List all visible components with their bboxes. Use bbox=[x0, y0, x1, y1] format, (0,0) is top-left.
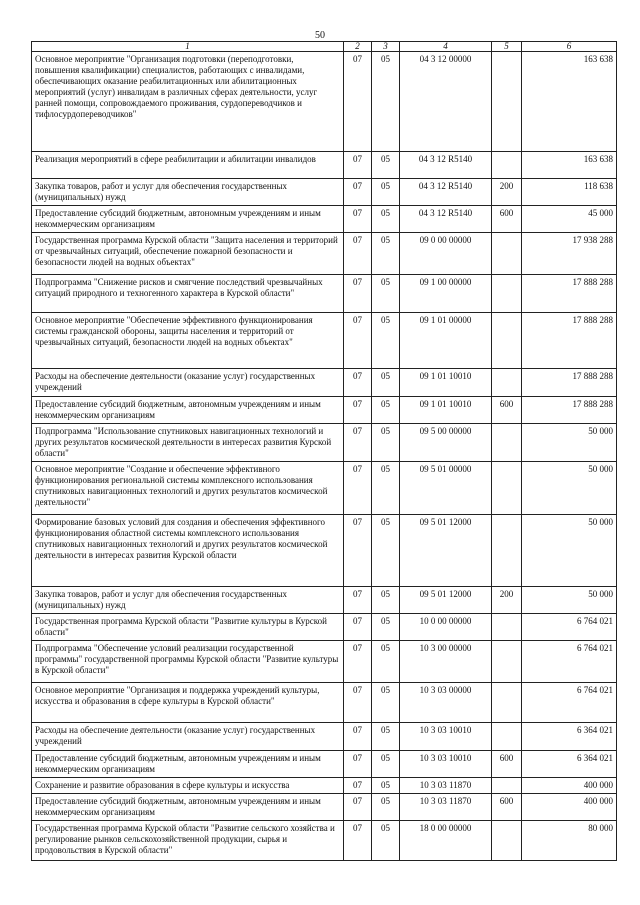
section-code-cell: 07 bbox=[344, 641, 372, 683]
expense-type-cell bbox=[492, 152, 522, 179]
amount-cell: 17 938 288 bbox=[522, 233, 617, 275]
row-name-cell: Подпрограмма "Снижение рисков и смягчение последствий чрезвычайных ситуаций природного и техногенного характера в Курской области" bbox=[32, 275, 344, 313]
row-name-cell: Предоставление субсидий бюджетным, автономным учреждениям и иным некоммерческим организациям bbox=[32, 794, 344, 821]
expense-type-cell bbox=[492, 683, 522, 723]
section-code-cell: 07 bbox=[344, 369, 372, 397]
subsection-code-cell: 05 bbox=[372, 313, 400, 369]
row-name-cell: Предоставление субсидий бюджетным, автономным учреждениям и иным некоммерческим организациям bbox=[32, 751, 344, 778]
subsection-code-cell: 05 bbox=[372, 614, 400, 641]
table-row bbox=[32, 424, 617, 462]
expense-type-cell: 600 bbox=[492, 794, 522, 821]
subsection-code-cell: 05 bbox=[372, 794, 400, 821]
section-code-cell: 07 bbox=[344, 52, 372, 152]
target-article-cell: 04 3 12 R5140 bbox=[400, 179, 492, 206]
table-row bbox=[32, 778, 617, 794]
amount-cell: 17 888 288 bbox=[522, 397, 617, 424]
amount-cell: 6 364 021 bbox=[522, 751, 617, 778]
section-code-cell: 07 bbox=[344, 751, 372, 778]
target-article-cell: 10 3 00 00000 bbox=[400, 641, 492, 683]
subsection-code-cell: 05 bbox=[372, 369, 400, 397]
table-row bbox=[32, 233, 617, 275]
table-row bbox=[32, 397, 617, 424]
amount-cell: 118 638 bbox=[522, 179, 617, 206]
expense-type-cell bbox=[492, 275, 522, 313]
row-name-cell: Основное мероприятие "Обеспечение эффективного функционирования системы гражданской обороны, защиты населения и территорий от чрезвычайных ситуаций, безопасности людей на водных объектах" bbox=[32, 313, 344, 369]
subsection-code-cell: 05 bbox=[372, 424, 400, 462]
table-row bbox=[32, 52, 617, 152]
table-row bbox=[32, 369, 617, 397]
section-code-cell: 07 bbox=[344, 794, 372, 821]
section-code-cell: 07 bbox=[344, 206, 372, 233]
row-name-cell: Расходы на обеспечение деятельности (оказание услуг) государственных учреждений bbox=[32, 369, 344, 397]
section-code-cell: 07 bbox=[344, 313, 372, 369]
target-article-cell: 10 3 03 10010 bbox=[400, 751, 492, 778]
expense-type-cell bbox=[492, 233, 522, 275]
row-name-cell: Расходы на обеспечение деятельности (оказание услуг) государственных учреждений bbox=[32, 723, 344, 751]
target-article-cell: 09 5 00 00000 bbox=[400, 424, 492, 462]
amount-cell: 163 638 bbox=[522, 52, 617, 152]
target-article-cell: 10 0 00 00000 bbox=[400, 614, 492, 641]
expense-type-cell bbox=[492, 821, 522, 861]
row-name-cell: Основное мероприятие "Организация подготовки (переподготовки, повышения квалификации) специалистов, работающих с инвалидами, обеспечивающих оказание реабилитационных или абилитационных мероприятий (услуг) инвалидам в различных сферах деятельности, услуг ранней помощи, сопровождаемого проживания, сурдопереводчиков и тифлосурдопереводчиков" bbox=[32, 52, 344, 152]
amount-cell: 80 000 bbox=[522, 821, 617, 861]
target-article-cell: 10 3 03 11870 bbox=[400, 794, 492, 821]
table-row bbox=[32, 723, 617, 751]
subsection-code-cell: 05 bbox=[372, 462, 400, 515]
row-name-cell: Реализация мероприятий в сфере реабилитации и абилитации инвалидов bbox=[32, 152, 344, 179]
row-name-cell: Основное мероприятие "Организация и поддержка учреждений культуры, искусства и образования в сфере культуры в Курской области" bbox=[32, 683, 344, 723]
subsection-code-cell: 05 bbox=[372, 587, 400, 614]
expense-type-cell bbox=[492, 515, 522, 587]
row-name-cell: Государственная программа Курской области "Развитие сельского хозяйства и регулирование рынков сельскохозяйственной продукции, сырья и продовольствия в Курской области" bbox=[32, 821, 344, 861]
expense-type-cell bbox=[492, 462, 522, 515]
section-code-cell: 07 bbox=[344, 778, 372, 794]
subsection-code-cell: 05 bbox=[372, 723, 400, 751]
section-code-cell: 07 bbox=[344, 515, 372, 587]
expense-type-cell: 600 bbox=[492, 206, 522, 233]
table-row bbox=[32, 821, 617, 861]
column-header-4: 4 bbox=[400, 42, 492, 52]
target-article-cell: 04 3 12 00000 bbox=[400, 52, 492, 152]
table-row bbox=[32, 462, 617, 515]
target-article-cell: 09 1 01 10010 bbox=[400, 369, 492, 397]
target-article-cell: 04 3 12 R5140 bbox=[400, 206, 492, 233]
column-header-6: 6 bbox=[522, 42, 617, 52]
section-code-cell: 07 bbox=[344, 179, 372, 206]
amount-cell: 17 888 288 bbox=[522, 369, 617, 397]
expense-type-cell: 600 bbox=[492, 751, 522, 778]
column-header-1: 1 bbox=[32, 42, 344, 52]
target-article-cell: 09 1 00 00000 bbox=[400, 275, 492, 313]
table-row bbox=[32, 794, 617, 821]
amount-cell: 6 764 021 bbox=[522, 641, 617, 683]
target-article-cell: 09 1 01 00000 bbox=[400, 313, 492, 369]
amount-cell: 6 764 021 bbox=[522, 683, 617, 723]
subsection-code-cell: 05 bbox=[372, 179, 400, 206]
column-number-row bbox=[32, 42, 617, 52]
table-row bbox=[32, 206, 617, 233]
expense-type-cell bbox=[492, 641, 522, 683]
table-row bbox=[32, 179, 617, 206]
table-row bbox=[32, 587, 617, 614]
amount-cell: 17 888 288 bbox=[522, 275, 617, 313]
expense-type-cell: 600 bbox=[492, 397, 522, 424]
subsection-code-cell: 05 bbox=[372, 275, 400, 313]
section-code-cell: 07 bbox=[344, 397, 372, 424]
amount-cell: 50 000 bbox=[522, 424, 617, 462]
amount-cell: 50 000 bbox=[522, 587, 617, 614]
section-code-cell: 07 bbox=[344, 152, 372, 179]
expense-type-cell bbox=[492, 778, 522, 794]
subsection-code-cell: 05 bbox=[372, 778, 400, 794]
row-name-cell: Формирование базовых условий для создания и обеспечения эффективного функционирования областной системы комплексного использования спутниковых навигационных технологий и других результатов космической деятельности в интересах развития Курской области bbox=[32, 515, 344, 587]
subsection-code-cell: 05 bbox=[372, 206, 400, 233]
target-article-cell: 10 3 03 10010 bbox=[400, 723, 492, 751]
budget-table bbox=[31, 41, 617, 861]
expense-type-cell bbox=[492, 313, 522, 369]
section-code-cell: 07 bbox=[344, 614, 372, 641]
amount-cell: 6 764 021 bbox=[522, 614, 617, 641]
expense-type-cell bbox=[492, 614, 522, 641]
section-code-cell: 07 bbox=[344, 462, 372, 515]
table-row bbox=[32, 515, 617, 587]
table-row bbox=[32, 751, 617, 778]
expense-type-cell: 200 bbox=[492, 587, 522, 614]
row-name-cell: Предоставление субсидий бюджетным, автономным учреждениям и иным некоммерческим организациям bbox=[32, 397, 344, 424]
amount-cell: 50 000 bbox=[522, 515, 617, 587]
table-row bbox=[32, 641, 617, 683]
target-article-cell: 10 3 03 00000 bbox=[400, 683, 492, 723]
section-code-cell: 07 bbox=[344, 723, 372, 751]
amount-cell: 17 888 288 bbox=[522, 313, 617, 369]
amount-cell: 400 000 bbox=[522, 794, 617, 821]
table-row bbox=[32, 614, 617, 641]
target-article-cell: 09 5 01 00000 bbox=[400, 462, 492, 515]
subsection-code-cell: 05 bbox=[372, 751, 400, 778]
table-row bbox=[32, 313, 617, 369]
expense-type-cell bbox=[492, 424, 522, 462]
column-header-2: 2 bbox=[344, 42, 372, 52]
table-row bbox=[32, 275, 617, 313]
expense-type-cell bbox=[492, 723, 522, 751]
row-name-cell: Закупка товаров, работ и услуг для обеспечения государственных (муниципальных) нужд bbox=[32, 179, 344, 206]
row-name-cell: Государственная программа Курской области "Развитие культуры в Курской области" bbox=[32, 614, 344, 641]
target-article-cell: 09 5 01 12000 bbox=[400, 515, 492, 587]
subsection-code-cell: 05 bbox=[372, 683, 400, 723]
section-code-cell: 07 bbox=[344, 587, 372, 614]
expense-type-cell: 200 bbox=[492, 179, 522, 206]
section-code-cell: 07 bbox=[344, 275, 372, 313]
subsection-code-cell: 05 bbox=[372, 233, 400, 275]
amount-cell: 45 000 bbox=[522, 206, 617, 233]
row-name-cell: Государственная программа Курской области "Защита населения и территорий от чрезвычайных ситуаций, обеспечение пожарной безопасности и безопасности людей на водных объектах" bbox=[32, 233, 344, 275]
subsection-code-cell: 05 bbox=[372, 515, 400, 587]
section-code-cell: 07 bbox=[344, 683, 372, 723]
target-article-cell: 09 5 01 12000 bbox=[400, 587, 492, 614]
subsection-code-cell: 05 bbox=[372, 641, 400, 683]
subsection-code-cell: 05 bbox=[372, 152, 400, 179]
section-code-cell: 07 bbox=[344, 424, 372, 462]
subsection-code-cell: 05 bbox=[372, 52, 400, 152]
row-name-cell: Сохранение и развитие образования в сфере культуры и искусства bbox=[32, 778, 344, 794]
subsection-code-cell: 05 bbox=[372, 821, 400, 861]
row-name-cell: Закупка товаров, работ и услуг для обеспечения государственных (муниципальных) нужд bbox=[32, 587, 344, 614]
row-name-cell: Подпрограмма "Использование спутниковых навигационных технологий и других результатов космической деятельности в интересах развития Курской области" bbox=[32, 424, 344, 462]
column-header-3: 3 bbox=[372, 42, 400, 52]
column-header-5: 5 bbox=[492, 42, 522, 52]
amount-cell: 400 000 bbox=[522, 778, 617, 794]
page-number: 50 bbox=[315, 30, 325, 41]
expense-type-cell bbox=[492, 369, 522, 397]
subsection-code-cell: 05 bbox=[372, 397, 400, 424]
amount-cell: 163 638 bbox=[522, 152, 617, 179]
target-article-cell: 09 1 01 10010 bbox=[400, 397, 492, 424]
section-code-cell: 07 bbox=[344, 233, 372, 275]
row-name-cell: Подпрограмма "Обеспечение условий реализации государственной программы" государственной программы Курской области "Развитие культуры в Курской области" bbox=[32, 641, 344, 683]
target-article-cell: 04 3 12 R5140 bbox=[400, 152, 492, 179]
target-article-cell: 10 3 03 11870 bbox=[400, 778, 492, 794]
expense-type-cell bbox=[492, 52, 522, 152]
target-article-cell: 09 0 00 00000 bbox=[400, 233, 492, 275]
amount-cell: 50 000 bbox=[522, 462, 617, 515]
target-article-cell: 18 0 00 00000 bbox=[400, 821, 492, 861]
row-name-cell: Основное мероприятие "Создание и обеспечение эффективного функционирования региональной системы комплексного использования спутниковых навигационных технологий и других результатов космической деятельности" bbox=[32, 462, 344, 515]
row-name-cell: Предоставление субсидий бюджетным, автономным учреждениям и иным некоммерческим организациям bbox=[32, 206, 344, 233]
amount-cell: 6 364 021 bbox=[522, 723, 617, 751]
table-row bbox=[32, 683, 617, 723]
section-code-cell: 07 bbox=[344, 821, 372, 861]
table-row bbox=[32, 152, 617, 179]
